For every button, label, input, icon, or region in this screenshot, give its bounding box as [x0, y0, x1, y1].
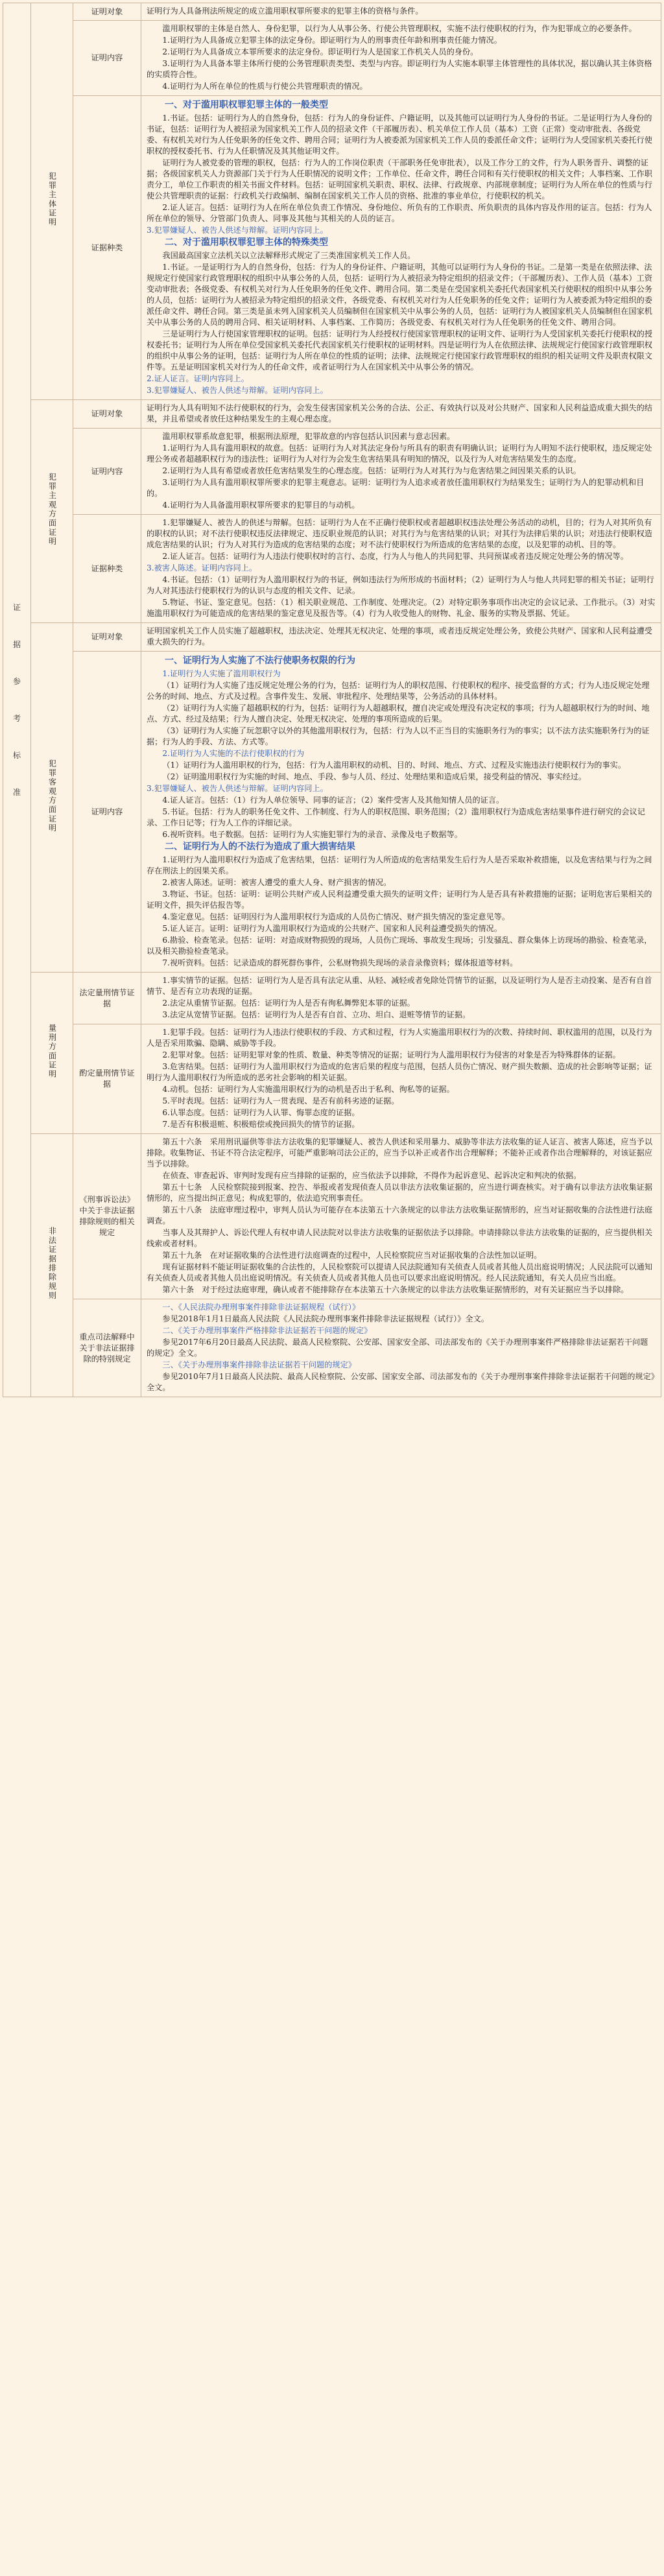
text-paragraph: 2.法定从重情节证据。包括：证明行为人是否有徇私舞弊犯本罪的证据。 [162, 998, 415, 1008]
sentencing-row-label: 法定量刑情节证据 [73, 973, 141, 1024]
objective-row-label: 证明对象 [73, 623, 141, 652]
text-paragraph: 三是证明行为人行使国家管理职权的证明。包括：证明行为人经授权行使国家管理职权的证明文件、证明行为人受国家机关委托行使职权的授权委托书；证明行为人所在单位受国家机关委托代表国家机关行使职权的证明材料。四是证明行为人在依照法律、法规规定行使国家行政管理职权的组织中从事公务的证明，包括：证明行为人所在单位的性质的证明；法律、法规规定行使国家行政管理职权的组织的相关证明文件及职责权限文件等。五是证明国家机关对行为人的任命文件，或者证明行为人在国家机关中从事公务的情况。 [147, 329, 653, 372]
text-paragraph: 3.法定从宽情节证据。包括：证明行为人是否有自首、立功、坦白、退赃等情节的证据。 [162, 1010, 471, 1019]
section-heading: 一、对于滥用职权罪犯罪主体的一般类型 [165, 100, 328, 110]
subjective-row [3, 429, 661, 515]
subject-row-label: 证明对象 [73, 3, 141, 21]
text-paragraph: 参见2018年1月1日最高人民法院《人民法院办理刑事案件排除非法证据规程（试行）》全文。 [162, 1314, 489, 1323]
text-paragraph: 5.物证、书证、鉴定意见。包括：（1）相关职业规范、工作制度、处理决定。（2）对特定职务事项作出决定的会议记录、工作批示。（3）对实施滥用职权行为可能造成的危害结果的鉴定意见及报告等。（4）行为人收受他人的财物、礼金、服务的实物及票据、凭证。 [147, 598, 656, 618]
subjective-row-content [141, 515, 661, 623]
text-paragraph: 3.物证、书证。包括：证明：证明公共财产或人民利益遭受重大损失的证明文件；证明行为人是否具有补救措施的证据；证明危害后果相关的证明文件，损失评估报告等。 [147, 890, 652, 910]
text-paragraph: 1.犯罪嫌疑人、被告人的供述与辩解。包括：证明行为人在不正确行使职权或者超越职权违法处理公务活动的动机，目的；行为人对其所负有的职权的认识；对不法行使职权违反法律规定、违反职业规范的认识；对其行为与危害结果的认识；对其行为法律后果的认识；对违法行使职权造成危害结果的认识；行为人对其行为造成的危害结果的态度；对不法行使职权行为所造成的危害结果的态度，以及犯罪的动机、目的等。 [147, 518, 652, 549]
section-heading: 一、证明行为人实施了不法行使职务权限的行为 [165, 656, 355, 666]
text-paragraph: 5.证人证言。证明：证明行为人滥用职权行为造成的公共财产、国家和人民利益遭受损失的情况。 [162, 924, 502, 933]
text-paragraph: 1.书证。包括：证明行为人的自然身份，包括：行为人的身份证件、户籍证明，以及其他可以证明行为人身份的书证。二是证明行为人身份的书证，包括：证明行为人被招录为国家机关工作人员的招录文件（干部履历表）、机关单位工作人员（基本）工资（正常）变动审批表、各级党委、有权机关对行为人任免职务的任免文件、聘用合同；证明行为人被委派为国家机关工作人员的委派任命文件；证明行为人受国家机关委托行使职权的授权委托书、行为人任职情况及其其他证明文件。 [147, 113, 652, 156]
text-paragraph: 4.证人证言。包括：（1）行为人单位领导、同事的证言；（2）案件受害人及其他知情人员的证言。 [162, 796, 504, 805]
subject-category [31, 3, 73, 400]
exclusion-row [3, 1299, 661, 1397]
text-paragraph: 4.书证。包括：（1）证明行为人滥用职权行为的书证，例如违法行为所形成的书面材料；（2）证明行为人与他人共同犯罪的相关书证；证明行为人对其违法行使职权行为的认识与态度的相关文件、记录。 [147, 575, 654, 595]
text-paragraph: 1.事实情节的证据。包括：证明行为人是否具有法定从重、从轻、减轻或者免除处罚情节的证据，以及证明行为人是否主动投案、是否有自首情节、是否有立功表现的证据。 [147, 976, 652, 996]
text-paragraph: 第五十六条 采用刑讯逼供等非法方法收集的犯罪嫌疑人、被告人供述和采用暴力、威胁等非法方法收集的证人证言、被害人陈述，应当予以排除。收集物证、书证不符合法定程序，可能严重影响司法公正的，应当予以补正或者作出合理解释；不能补正或者作出合理解释的，对该证据应当予以排除。 [147, 1137, 653, 1168]
text-paragraph: 现有证据材料不能证明证据收集的合法性的，人民检察院可以提请人民法院通知有关侦查人员或者其他人员出庭说明情况；人民法院可以通知有关侦查人员或者其他人员出庭说明情况。有关侦查人员或者其他人员也可以要求出庭说明情况。经人民法院通知，有关人员应当出庭。 [147, 1262, 653, 1282]
vertical-label: 量刑方面证明 [47, 1023, 57, 1080]
text-paragraph: 4.鉴定意见。包括：证明因行为人滥用职权行为造成的人员伤亡情况、财产损失情况的鉴定意见等。 [162, 912, 510, 921]
evidence-standard-label [3, 3, 31, 1397]
text-paragraph: 3.犯罪嫌疑人、被告人供述与辩解。证明内容同上。 [147, 386, 328, 395]
objective-category [31, 623, 73, 973]
subjective-row [3, 515, 661, 623]
subjective-row-label: 证明内容 [73, 429, 141, 515]
text-paragraph: （3）证明行为人实施了玩忽职守以外的其他滥用职权行为，包括：行为人以不正当目的实施职务行为的事实；以不法方法实施职务行为的证据；行为人的手段、方法、方式等。 [147, 726, 650, 746]
subjective-row-content [141, 400, 661, 429]
text-paragraph: 1.证明行为人滥用职权行为造成了危害结果，包括：证明行为人所造成的危害结果发生后行为人是否采取补救措施，以及危害结果与行为之间存在刑法上的因果关系。 [147, 855, 652, 875]
text-paragraph: 3.证明行为人具有滥用职权罪所要求的犯罪主观意志。证明：证明行为人追求或者放任滥用职权行为结果发生；证明行为人的犯罪动机和目的。 [147, 478, 645, 498]
subject-row-content [141, 96, 661, 400]
text-paragraph: 4.动机。包括：证明行为人实施滥用职权行为的动机是否出于私利、徇私等的证据。 [162, 1085, 455, 1094]
text-paragraph: 三、《关于办理刑事案件排除非法证据若干问题的规定》 [162, 1360, 356, 1369]
text-paragraph: （1）证明行为人实施了违反规定处理公务的行为，包括：证明行为人的职权范围、行使职权的程序、接受监督的方式；行为人违反规定处理公务的时间、地点、方式及过程。含事件发生、发展、审批程序、处理结果等，公务活动的具体材料。 [147, 681, 650, 701]
subject-row-label: 证明内容 [73, 21, 141, 96]
sentencing-row-content [141, 973, 661, 1024]
text-paragraph: 1.证明行为人具有滥用职权的故意。包括：证明行为人对其法定身份与所具有的职责有明确认识；证明行为人明知不法行使职权，违反规定处理公务或者超越职权行为的违法性；证明行为人对行为会发生危害结果具有明知的情况，以及行为人对危害结果发生的态度。 [147, 443, 652, 464]
text-paragraph: 4.证明行为人所在单位的性质与行使公共管理职责的情况。 [162, 82, 368, 91]
text-paragraph: 1.证明行为人实施了滥用职权行为 [162, 669, 281, 678]
text-paragraph: 3.证明行为人具备本罪主体所行使的公务管理职责类型、类型与内容。即证明行为人实施本职罪主体管理性的具体状况，据以确认其主体资格的实质符合性。 [147, 59, 652, 79]
sentencing-row [3, 1024, 661, 1134]
vertical-label: 犯罪主体证明 [47, 172, 57, 228]
vertical-label: 犯罪主观方面证明 [47, 473, 57, 547]
exclusion-row-content [141, 1299, 661, 1397]
objective-row [3, 623, 661, 652]
objective-row-content [141, 623, 661, 652]
text-paragraph: 2.证明行为人具有希望或者放任危害结果发生的心理态度。包括：证明行为人对其行为与危害结果之间因果关系的认识。 [162, 466, 581, 475]
text-paragraph: 参见2017年6月20日最高人民法院、最高人民检察院、公安部、国家安全部、司法部发布的《关于办理刑事案件严格排除非法证据若干问题的规定》全文。 [147, 1338, 648, 1358]
label-char: 考 [12, 713, 21, 723]
text-paragraph: 2.证明行为人实施的不法行使职权的行为 [162, 749, 305, 758]
label-char: 标 [12, 750, 21, 760]
text-paragraph: 第五十八条 法庭审理过程中，审判人员认为可能存在本法第五十六条规定的以非法方法收集证据情形的，应当对证据收集的合法性进行法庭调查。 [147, 1205, 653, 1225]
label-char: 据 [12, 639, 21, 649]
text-paragraph: 4.证明行为人具备滥用职权罪所要求的犯罪目的与动机。 [162, 501, 360, 510]
subject-row-content [141, 3, 661, 21]
text-paragraph: 2.证人证言。包括：证明行为人违法行使职权时的言行、态度，行为人与他人的共同犯罪、共同预谋或者违反规定处理公务的情况等。 [162, 552, 628, 561]
text-paragraph: 6.勘验、检查笔录。包括：证明：对造成财物损毁的现场，人员伤亡现场、事故发生现场；引发骚乱、群众集体上访现场的勘验、检查笔录，以及相关勘验检查笔录。 [147, 936, 652, 956]
vertical-label: 非法证据排除规则 [47, 1227, 57, 1301]
vertical-label: 犯罪客观方面证明 [47, 759, 57, 833]
text-paragraph: 2.犯罪对象。包括：证明犯罪对象的性质、数量、种类等情况的证据；证明行为人滥用职权行为侵害的对象是否为特殊群体的证据。 [162, 1050, 621, 1059]
text-paragraph: 当事人及其辩护人、诉讼代理人有权申请人民法院对以非法方法收集的证据依法予以排除。申请排除以非法方法收集的证据的，应当提供相关线索或者材料。 [147, 1228, 653, 1248]
subjective-category [31, 400, 73, 623]
text-paragraph: 第六十条 对于经过法庭审理，确认或者不能排除存在本法第五十六条规定的以非法方法收集证据情形的，对有关证据应当予以排除。 [162, 1285, 629, 1294]
text-paragraph: 3.危害结果。包括：证明行为人滥用职权行为造成的危害后果的程度与范围，包括人员伤亡情况、财产损失数额、造成的社会影响等证据；证明行为人滥用职权行为所造成的恶劣社会影响的相关证据。 [147, 1062, 652, 1082]
text-paragraph: 6.视听资料。电子数据。包括：证明行为人实施犯罪行为的录音、录像及电子数据等。 [162, 830, 462, 839]
subjective-row [3, 400, 661, 429]
subject-row [3, 3, 661, 21]
sentencing-row-content [141, 1024, 661, 1134]
section-heading: 二、证明行为人的不法行为造成了重大损害结果 [165, 842, 355, 852]
text-paragraph: 我国最高国家立法机关以立法解释形式规定了三类准国家机关工作人员。 [162, 251, 416, 260]
text-paragraph: 一、《人民法院办理刑事案件排除非法证据规程（试行）》 [162, 1303, 361, 1312]
evidence-standard-table [3, 3, 661, 1397]
exclusion-category [31, 1134, 73, 1397]
text-paragraph: 2.被害人陈述。证明：被害人遭受的重大人身、财产损害的情况。 [162, 878, 392, 887]
label-char: 证 [12, 602, 21, 612]
text-paragraph: 3.被害人陈述。证明内容同上。 [147, 563, 257, 573]
text-paragraph: 滥用职权罪的主体是自然人、身份犯罪，以行为人从事公务、行使公共管理职权，实施不法行使职权的行为，作为犯罪成立的必要条件。 [162, 24, 637, 33]
text-paragraph: 6.认罪态度。包括：证明行为人认罪、悔罪态度的证据。 [162, 1108, 360, 1117]
exclusion-row-content [141, 1134, 661, 1299]
exclusion-row-label: 《刑事诉讼法》中关于非法证据排除规则的相关规定 [73, 1134, 141, 1299]
text-paragraph: 3.犯罪嫌疑人、被告人供述与辩解。证明内容同上。 [147, 226, 328, 235]
text-paragraph: 5.平时表现。包括：证明行为人一贯表现、是否有前科劣迹的证据。 [162, 1096, 399, 1105]
subject-row [3, 96, 661, 400]
text-paragraph: 在侦查、审查起诉、审判时发现有应当排除的证据的，应当依法予以排除，不得作为起诉意见、起诉决定和判决的依据。 [162, 1171, 582, 1180]
subjective-row-content [141, 429, 661, 515]
text-paragraph: 1.书证。一是证明行为人的自然身份，包括：行为人的身份证件、户籍证明，其他可以证明行为人身份的书证。二是第一类是在依照法律、法规规定行使国家行政管理职权的组织中从事公务的人员，包括：证明行为人被招录为特定组织的招录文件；（干部履历表）、工作人员（基本）工资变动审批表；各级党委、有权机关对行为人任免职务的任免文件、聘用合同。第二类是在受国家机关委托代表国家机关行使职权的组织中从事公务的人员，包括：证明行为人被招录为特定组织的招录文件，各级党委、有权机关对行为人任免职务的任免文件；证明行为人被委派为特定组织的委派任命文件、聘任合同。第三类是虽未列入国家机关人员编制但在国家机关中从事公务的人员，包括：证明行为人被国家机关人员编制但在国家机关中从事公务的人员的聘用合同、相关证明材料、人事档案、工作简历；各级党委、有权机关对行为人任免职务的任免文件、聘用合同。 [147, 263, 652, 327]
section-heading: 二、对于滥用职权罪犯罪主体的特殊类型 [165, 237, 328, 248]
text-paragraph: 3.犯罪嫌疑人、被告人供述与辩解。证明内容同上。 [147, 784, 328, 793]
text-paragraph: 证明行为人具备刑法所规定的成立滥用职权罪所要求的犯罪主体的资格与条件。 [147, 6, 423, 16]
objective-row [3, 652, 661, 973]
text-paragraph: （2）证明滥用职权行为实施的时间、地点、手段、参与人员、经过、处理结果和造成后果，接受利益的情况、事实经过。 [162, 772, 587, 781]
text-paragraph: 1.犯罪手段。包括：证明行为人违法行使职权的手段、方式和过程，行为人实施滥用职权行为的次数、持续时间、职权滥用的范围，以及行为人是否采用欺骗、隐瞒、威胁等手段。 [147, 1028, 652, 1048]
subject-row-content [141, 21, 661, 96]
objective-row-content [141, 652, 661, 973]
text-paragraph: 7.是否有积极退赃、积极赔偿或挽回损失的情节的证据。 [162, 1120, 360, 1129]
text-paragraph: 滥用职权罪系故意犯罪，根据刑法原理，犯罪故意的内容包括认识因素与意志因素。 [162, 432, 455, 441]
text-paragraph: （2）证明行为人实施了超越职权的行为，包括：证明行为人超越职权，擅自决定或处理没有决定权的事项；行为人超越职权行为的时间、地点、方式、经过及结果；行为人擅自决定、处理无权决定、处理的事项所造成的后果。 [147, 703, 650, 724]
text-paragraph: 1.证明行为人具备成立犯罪主体的法定身份。即证明行为人的刑事责任年龄和刑事责任能力情况。 [162, 36, 502, 45]
text-paragraph: 2.证人证言。包括：证明行为人在所在单位负责工作情况、身份地位、所负有的工作职责、所负职责的具体内容及作用的证言。包括：行为人所在单位的领导、分管部门负责人、同事及其他与其相关的人员的证言。 [147, 203, 652, 223]
text-paragraph: 证明国家机关工作人员实施了超越职权，违法决定、处理其无权决定、处理的事项，或者违反规定处理公务，致使公共财产、国家和人民利益遭受重大损失的行为。 [147, 626, 652, 646]
text-paragraph: （1）证明行为人滥用职权的行为，包括：行为人滥用职权的动机、目的、时间、地点、方式、过程及实施违法行使职权行为的事实。 [162, 761, 626, 770]
text-paragraph: 7.视听资料。包括：记录造成的群死群伤事件，公私财物损失现场的录音录像资料；媒体报道等材料。 [162, 958, 518, 967]
objective-row-label: 证明内容 [73, 652, 141, 973]
subjective-row-label: 证明对象 [73, 400, 141, 429]
text-paragraph: 二、《关于办理刑事案件严格排除非法证据若干问题的规定》 [162, 1326, 372, 1335]
sentencing-row [3, 973, 661, 1024]
label-char: 准 [12, 787, 21, 797]
exclusion-row [3, 1134, 661, 1299]
label-char: 参 [12, 676, 21, 686]
sentencing-category [31, 973, 73, 1134]
text-paragraph: 2.证明行为人具备成立本罪所要求的法定身份。即证明行为人是国家工作机关人员的身份。 [162, 47, 479, 56]
subject-row-label: 证据种类 [73, 96, 141, 400]
text-paragraph: 第五十七条 人民检察院接到报案、控告、举报或者发现侦查人员以非法方法收集证据的，应当进行调查核实。对于确有以非法方法收集证据情形的，应当提出纠正意见；构成犯罪的，依法追究刑事责任。 [147, 1183, 653, 1203]
text-paragraph: 证明行为人具有明知不法行使职权的行为，会发生侵害国家机关公务的合法、公正、有效执行以及对公共财产、国家和人民利益造成重大损失的结果，并且希望或者放任这种结果发生的主观心理态度。 [147, 403, 652, 423]
text-paragraph: 证明行为人被党委的管理的职权，包括：行为人的工作岗位职责（干部职务任免审批表），以及工作分工的文件，行为人职务晋升、调整的证据；各级国家机关人力资源部门关于行为人任职情况的说明文件；工作单位、任命文件，聘任合同和有关行使职权的相关文件；人事档案、工作职责分工，单位工作职责的相关书面文件材料。包括：证明国家机关职责、职权、法律、行政规章、内部规章制度；证明行为人所在单位的性质与行使公共管理职责的证据：行政机关行政编制、编制在国家机关工作人员的资格、批准的事业单位，行使职权的机关。 [147, 158, 652, 200]
text-paragraph: 参见2010年7月1日最高人民法院、最高人民检察院、公安部、国家安全部、司法部发布的《关于办理刑事案件排除非法证据若干问题的规定》全文。 [147, 1372, 655, 1392]
text-paragraph: 第五十九条 在对证据收集的合法性进行法庭调查的过程中，人民检察院应当对证据收集的合法性加以证明。 [162, 1251, 542, 1260]
text-paragraph: 2.证人证言。证明内容同上。 [147, 374, 249, 383]
sentencing-row-label: 酌定量刑情节证据 [73, 1024, 141, 1134]
subject-row [3, 21, 661, 96]
subjective-row-label: 证据种类 [73, 515, 141, 623]
text-paragraph: 5.书证。包括：行为人的职务任免文件、工作制度、行为人的职权范围、职务范围；（2）滥用职权行为造成危害结果事件进行研究的会议记录、工作日记等；行为人工作的详细记录。 [147, 807, 645, 827]
exclusion-row-label: 重点司法解释中关于非法证据排除的特别规定 [73, 1299, 141, 1397]
